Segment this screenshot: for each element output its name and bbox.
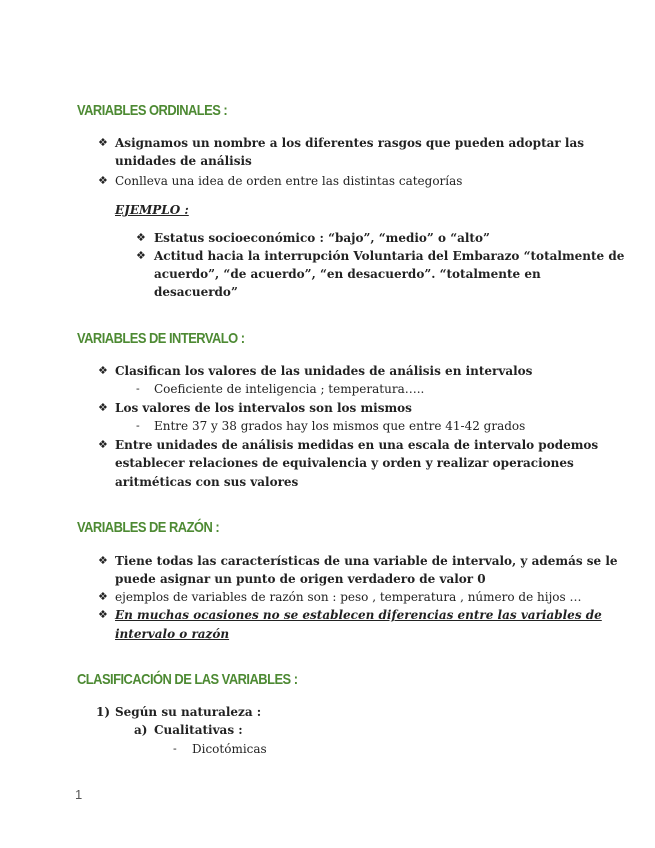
heading-variables-razon: VARIABLES DE RAZÓN : xyxy=(77,519,220,536)
heading-variables-ordinales: VARIABLES ORDINALES : xyxy=(77,102,228,119)
dash-icon: - xyxy=(173,742,177,755)
heading-variables-intervalo: VARIABLES DE INTERVALO : xyxy=(77,330,245,347)
intervalo-sub-2: Entre 37 y 38 grados hay los mismos que entre 41-42 grados xyxy=(154,419,526,433)
bullet-icon: ❖ xyxy=(98,136,108,149)
bullet-icon: ❖ xyxy=(98,608,108,621)
razon-bullet-1-line-1: Tiene todas las características de una variable de intervalo, y además se le xyxy=(115,554,618,568)
razon-bullet-2: ejemplos de variables de razón son : peso , temperatura , número de hijos … xyxy=(115,590,582,604)
heading-clasificacion-variables: CLASIFICACIÓN DE LAS VARIABLES : xyxy=(77,671,298,688)
ejemplo-item-2-line-1: Actitud hacia la interrupción Voluntaria del Embarazo “totalmente de xyxy=(154,249,625,263)
ejemplo-item-2-line-2: acuerdo”, “de acuerdo”, “en desacuerdo”. “totalmente en xyxy=(154,267,541,281)
intervalo-sub-1: Coeficiente de inteligencia ; temperatura….. xyxy=(154,382,425,396)
intervalo-bullet-1: Clasifican los valores de las unidades de análisis en intervalos xyxy=(115,364,533,378)
intervalo-bullet-2: Los valores de los intervalos son los mismos xyxy=(115,401,412,415)
bullet-icon: ❖ xyxy=(98,590,108,603)
bullet-icon: ❖ xyxy=(98,364,108,377)
razon-bullet-3-line-2: intervalo o razón xyxy=(115,627,230,641)
intervalo-bullet-3-line-3: aritméticas con sus valores xyxy=(115,475,299,489)
bullet-icon: ❖ xyxy=(136,249,146,262)
ordinales-bullet-1-line-1: Asignamos un nombre a los diferentes rasgos que pueden adoptar las xyxy=(115,136,584,150)
ordinales-bullet-2: Conlleva una idea de orden entre las distintas categorías xyxy=(115,174,463,188)
numbered-marker-1: 1) xyxy=(96,705,111,719)
clasificacion-item-a: Cualitativas : xyxy=(154,723,243,737)
dash-icon: - xyxy=(136,382,140,395)
bullet-icon: ❖ xyxy=(98,438,108,451)
bullet-icon: ❖ xyxy=(136,231,146,244)
lettered-marker-a: a) xyxy=(134,723,148,737)
dash-icon: - xyxy=(136,419,140,432)
bullet-icon: ❖ xyxy=(98,554,108,567)
ordinales-bullet-1-line-2: unidades de análisis xyxy=(115,154,252,168)
page-number: 1 xyxy=(75,787,83,802)
razon-bullet-3-line-1: En muchas ocasiones no se establecen diferencias entre las variables de xyxy=(115,608,602,622)
razon-bullet-1-line-2: puede asignar un punto de origen verdadero de valor 0 xyxy=(115,572,486,586)
ejemplo-label: EJEMPLO : xyxy=(115,203,189,217)
bullet-icon: ❖ xyxy=(98,174,108,187)
ejemplo-item-1: Estatus socioeconómico : “bajo”, “medio” o “alto” xyxy=(154,231,490,245)
bullet-icon: ❖ xyxy=(98,401,108,414)
intervalo-bullet-3-line-2: establecer relaciones de equivalencia y orden y realizar operaciones xyxy=(115,456,574,470)
ejemplo-item-2-line-3: desacuerdo” xyxy=(154,285,238,299)
intervalo-bullet-3-line-1: Entre unidades de análisis medidas en una escala de intervalo podemos xyxy=(115,438,599,452)
clasificacion-item-1: Según su naturaleza : xyxy=(115,705,262,719)
clasificacion-sub-1: Dicotómicas xyxy=(192,742,267,756)
